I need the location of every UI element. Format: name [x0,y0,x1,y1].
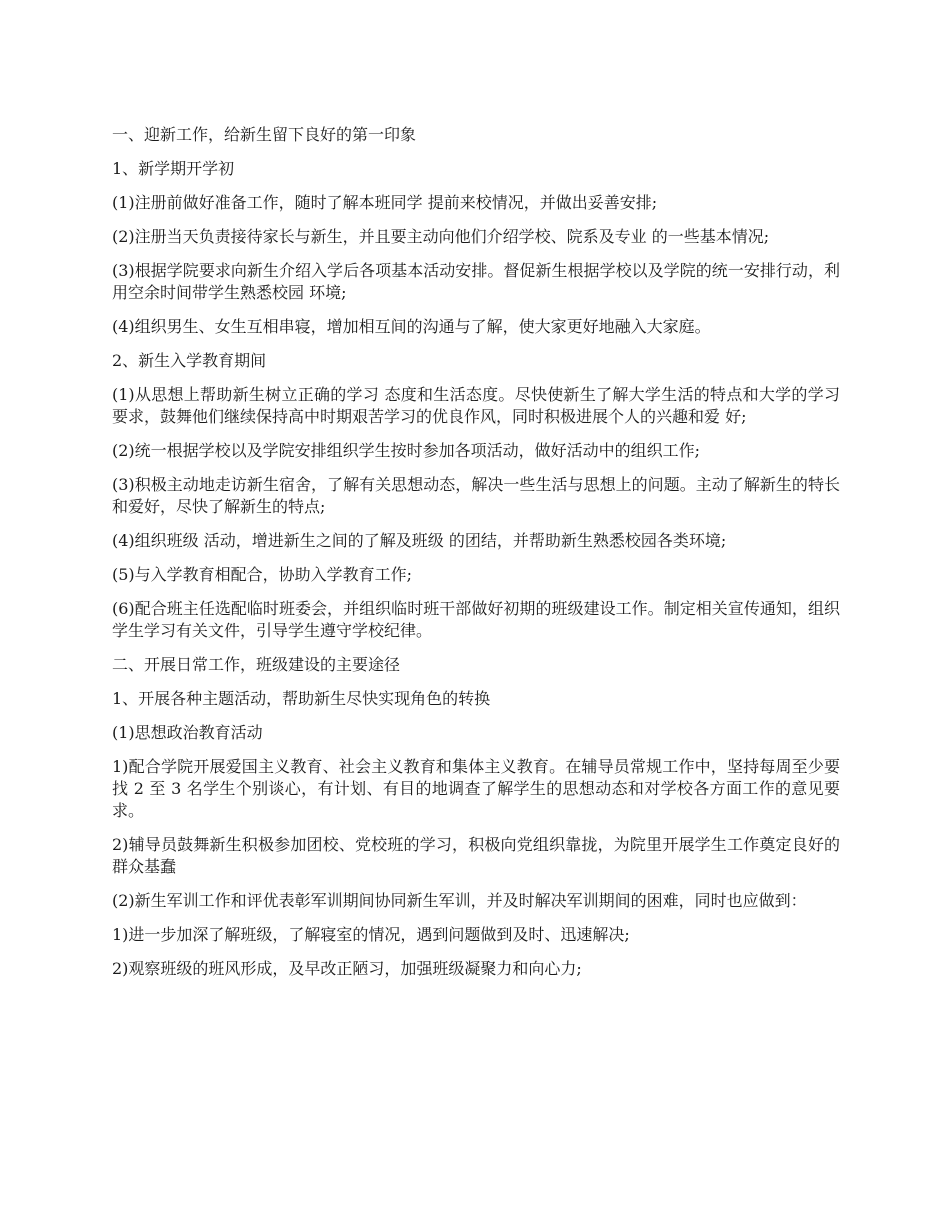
list-item: (1)从思想上帮助新生树立正确的学习 态度和生活态度。尽快使新生了解大学生活的特点和大学的学习 要求，鼓舞他们继续保持高中时期艰苦学习的优良作风，同时积极进展个人的兴趣和爱 好; [112,385,840,426]
section-heading: 一、迎新工作，给新生留下良好的第一印象 [112,125,417,144]
list-item: 1)配合学院开展爱国主义教育、社会主义教育和集体主义教育。在辅导员常规工作中，坚持每周至少要找 2 至 3 名学生个别谈心，有计划、有目的地调查了解学生的思想动态和对学校各方面工作的意见要求。 [112,757,840,820]
list-item: (6)配合班主任选配临时班委会，并组织临时班干部做好初期的班级建设工作。制定相关宣传通知，组织学生学习有关文件，引导学生遵守学校纪律。 [112,599,840,640]
section-heading: 二、开展日常工作，班级建设的主要途径 [112,655,401,674]
document-body [112,124,840,992]
subsection-heading: 1、新学期开学初 [112,159,235,178]
list-item: (5)与入学教育相配合，协助入学教育工作; [112,565,413,584]
list-item: (2)注册当天负责接待家长与新生，并且要主动向他们介绍学校、院系及专业 的一些基本情况; [112,227,770,246]
list-item: 1)进一步加深了解班级，了解寝室的情况，遇到问题做到及时、迅速解决; [112,925,630,944]
list-item: (1)思想政治教育活动 [112,723,263,742]
list-item: (2)新生军训工作和评优表彰军训期间协同新生军训，并及时解决军训期间的困难，同时也应做到： [112,891,807,910]
list-item: 2)辅导员鼓舞新生积极参加团校、党校班的学习，积极向党组织靠拢，为院里开展学生工作奠定良好的群众基蠢 [112,835,840,876]
list-item: (3)根据学院要求向新生介绍入学后各项基本活动安排。督促新生根据学校以及学院的统一安排行动，利用空余时间带学生熟悉校园 环境; [112,261,840,302]
list-item: (1)注册前做好准备工作，随时了解本班同学 提前来校情况，并做出妥善安排; [112,193,658,212]
list-item: (4)组织男生、女生互相串寝，增加相互间的沟通与了解，使大家更好地融入大家庭。 [112,317,711,336]
list-item: 2)观察班级的班风形成，及早改正陋习，加强班级凝聚力和向心力; [112,959,582,978]
list-item: (2)统一根据学校以及学院安排组织学生按时参加各项活动，做好活动中的组织工作; [112,441,701,460]
list-item: (3)积极主动地走访新生宿舍，了解有关思想动态，解决一些生活与思想上的问题。主动了解新生的特长和爱好，尽快了解新生的特点; [112,475,840,516]
list-item: (4)组织班级 活动，增进新生之间的了解及班级 的团结，并帮助新生熟悉校园各类环境; [112,531,727,550]
subsection-heading: 2、新生入学教育期间 [112,351,267,370]
subsection-heading: 1、开展各种主题活动，帮助新生尽快实现角色的转换 [112,689,491,708]
